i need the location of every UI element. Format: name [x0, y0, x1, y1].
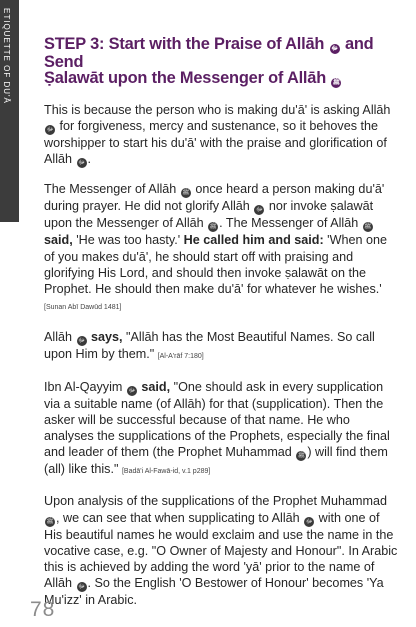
honorific-icon: ﷻ	[331, 46, 338, 52]
p1-text: for forgiveness, mercy and sustenance, so it behoves the worshipper to start his du'ā' with the praise and glorification of Allāh	[44, 119, 387, 167]
page-number: 78	[30, 598, 56, 621]
chapter-side-label: ETIQUETTE OF DU'Ā	[2, 8, 11, 104]
p4-reference: [Badā'i Al-Fawā-id, v.1 p289]	[121, 468, 211, 476]
p4-quote: ) will find them (all) like this."	[44, 445, 388, 477]
p2-text: once heard a person making du'ā' during prayer. He did not glorify Allāh	[44, 182, 385, 214]
p3-reference: [Al-A'rāf 7:180]	[157, 353, 204, 361]
p1-text: .	[87, 152, 92, 167]
page-content	[44, 36, 400, 621]
p5-text: with one of His beautiful names he would exclaim and use the name in the vocative case, e.g. "O Owner of Majesty and Honour". In Arabic this is achieved by adding the word 'yā' prior to the name of Allāh	[44, 510, 398, 591]
honorific-icon: ﷻ	[78, 338, 85, 345]
p2-bold-text: He called him and said:	[180, 233, 324, 248]
p2-reference: [Sunan Abī Dawūd 1481]	[44, 304, 122, 312]
honorific-icon: ﷺ	[209, 224, 217, 231]
heading-text-2: and Send	[44, 35, 374, 71]
honorific-icon: ﷻ	[46, 127, 54, 134]
honorific-icon: ﷻ	[78, 584, 85, 591]
p2-text: nor invoke ṣalawāt upon the Messenger of Allāh	[44, 199, 374, 231]
p3-quote: "Allāh has the Most Beautiful Names. So call upon Him by them."	[44, 330, 375, 362]
paragraph-2	[44, 181, 400, 316]
p5-text: . So the English 'O Bestower of Honour' becomes 'Ya Mu'izz' in Arabic.	[44, 576, 384, 608]
paragraph-1	[44, 102, 400, 168]
paragraph-3	[44, 329, 400, 365]
honorific-icon: ﷻ	[78, 160, 85, 167]
p5-text: Upon analysis of the supplications of the Prophet Muhammad	[44, 494, 388, 509]
honorific-icon: ﷻ	[255, 207, 263, 214]
heading-text-3: Ṣalawāt upon the Messenger of Allāh	[44, 69, 327, 87]
p3-bold-text: says,	[91, 330, 123, 345]
p3-text: Allāh	[44, 330, 73, 345]
paragraph-5	[44, 493, 400, 608]
p2-text: . The Messenger of Allāh	[219, 216, 359, 231]
p2-text: The Messenger of Allāh	[44, 182, 177, 197]
p2-bold-text: said,	[44, 233, 73, 248]
heading-text-1: STEP 3: Start with the Praise of Allāh	[44, 35, 325, 53]
p2-quote: 'When one of you makes du'ā', he should start off with praising and glorifying His Lord, and should then invoke ṣalawāt on the Prophet. He should then make du'ā' for whatever he wishes.'	[44, 233, 387, 297]
paragraph-4	[44, 379, 400, 481]
p4-quote: "One should ask in every supplication via a suitable name (of Allāh) for that (supplication). Then the asker will be successful because of that name. He who analyses the supplications of the Prophets, especially the final and leader of them (the Prophet Muhammad	[44, 379, 390, 460]
honorific-icon: ﷻ	[128, 387, 136, 394]
p5-text: , we can see that when supplicating to Allāh	[56, 510, 300, 525]
p2-quote: 'He was too hasty.'	[72, 233, 181, 248]
honorific-icon: ﷺ	[364, 224, 372, 231]
honorific-icon: ﷺ	[332, 80, 340, 86]
chapter-side-tab	[0, 0, 19, 222]
honorific-icon: ﷺ	[46, 518, 54, 525]
p1-text: This is because the person who is making du'ā' is asking Allāh	[44, 103, 391, 117]
honorific-icon: ﷻ	[305, 518, 313, 525]
honorific-icon: ﷺ	[297, 453, 305, 460]
p4-bold-text: said,	[141, 379, 171, 394]
step-heading	[44, 36, 400, 88]
p4-text: Ibn Al-Qayyim	[44, 379, 123, 394]
honorific-icon: ﷺ	[182, 190, 190, 197]
